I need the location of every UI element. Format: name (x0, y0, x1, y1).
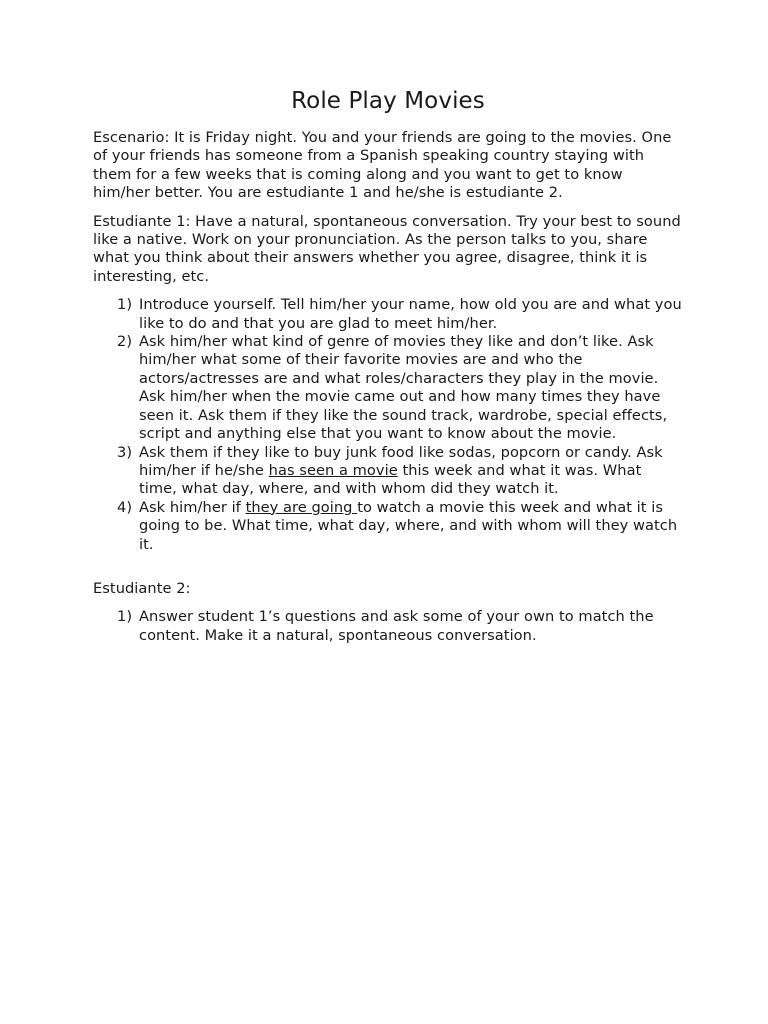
list-item-text-after: this week and what it was. What time, what day, where, and with whom did they watch it. (139, 461, 642, 498)
page-title: Role Play Movies (291, 88, 485, 114)
list-number: 1) (117, 296, 133, 314)
list-item-text: Ask him/her what kind of genre of movies they like and don’t like. Ask him/her what some of their favorite movies are and who the actors/actresses are and what roles/characters they play in the movie. Ask him/her when the movie came out and how many times they have seen it. Ask them if they like the sound track, wardrobe, special effects, script and anything else that you want to know about the movie. (139, 333, 668, 443)
list-item-text-before: Ask him/her if (139, 498, 246, 516)
list-item (93, 296, 683, 333)
list-item-text-after: to watch a movie this week and what it is going to be. What time, what day, where, and with whom will they watch it. (139, 498, 678, 553)
list-item-text: Answer student 1’s questions and ask some of your own to match the content. Make it a natural, spontaneous conversation. (139, 608, 654, 644)
list-item-text: Introduce yourself. Tell him/her your name, how old you are and what you like to do and that you are glad to meet him/her. (139, 296, 682, 332)
student1-list (93, 296, 683, 554)
student2-list (93, 608, 683, 645)
list-number: 4) (117, 498, 133, 516)
document-page (93, 84, 683, 645)
list-item-text-before: Ask them if they like to buy junk food like sodas, popcorn or candy. Ask him/her if he/she (139, 443, 663, 479)
list-item (93, 444, 683, 499)
student1-instructions: Estudiante 1: Have a natural, spontaneous conversation. Try your best to sound like a native. Work on your pronunciation. As the person talks to you, share what you think about their answers whether you agree, disagree, think it is interesting, etc. (93, 212, 681, 285)
list-number: 3) (117, 443, 133, 461)
list-item (93, 333, 683, 443)
list-item (93, 499, 683, 554)
scenario-paragraph: Escenario: It is Friday night. You and your friends are going to the movies. One of your friends has someone from a Spanish speaking country staying with them for a few weeks that is coming along and you want to get to know him/her better. You are estudiante 1 and he/she is estudiante 2. (93, 129, 672, 202)
underlined-phrase: has seen a movie (268, 461, 398, 479)
list-item (93, 608, 683, 645)
student2-heading: Estudiante 2: (93, 579, 191, 597)
underlined-phrase: they are going (245, 498, 358, 516)
list-number: 2) (117, 333, 133, 351)
spacer (93, 554, 683, 580)
list-number: 1) (117, 608, 133, 626)
